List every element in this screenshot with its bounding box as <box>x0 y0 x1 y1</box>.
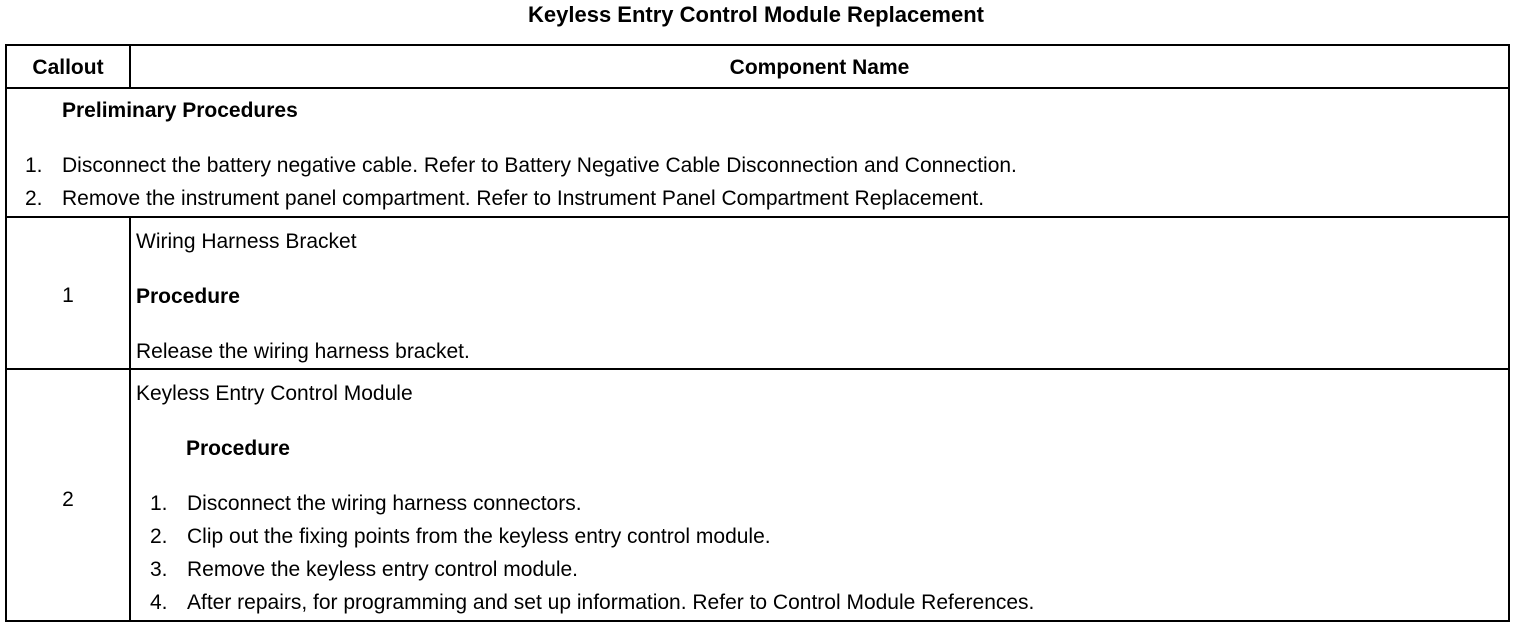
row-2-step-text: Disconnect the wiring harness connectors. <box>187 492 582 515</box>
preliminary-step-text: Remove the instrument panel compartment. Refer to Instrument Panel Compartment Replacement. <box>62 187 985 210</box>
row-2-callout: 2 <box>62 488 74 511</box>
row-2-step-number: 4. <box>150 591 168 614</box>
row-2-step-number: 1. <box>150 492 168 515</box>
row-1-callout: 1 <box>62 284 74 307</box>
row-2-column-divider <box>129 370 131 620</box>
row-2-step-number: 2. <box>150 525 168 548</box>
preliminary-step-text: Disconnect the battery negative cable. Refer to Battery Negative Cable Disconnection and Connection. <box>62 154 1017 177</box>
row-1-component-name: Wiring Harness Bracket <box>136 230 357 253</box>
row-divider <box>7 216 1508 218</box>
row-2-step-text: Clip out the fixing points from the keyless entry control module. <box>187 525 771 548</box>
row-divider <box>7 368 1508 370</box>
document-title: Keyless Entry Control Module Replacement <box>528 2 984 27</box>
procedure-table <box>5 44 1510 622</box>
row-2-step-number: 3. <box>150 558 168 581</box>
callout-column-header: Callout <box>32 56 104 79</box>
row-2-component-name: Keyless Entry Control Module <box>136 382 413 405</box>
header-divider <box>7 87 1508 89</box>
row-1-column-divider <box>129 218 131 368</box>
preliminary-step-number: 1. <box>25 154 43 177</box>
row-2-step-text: After repairs, for programming and set up information. Refer to Control Module References. <box>187 591 1035 614</box>
row-2-procedure-heading: Procedure <box>186 437 290 460</box>
preliminary-step-number: 2. <box>25 187 43 210</box>
row-1-procedure-heading: Procedure <box>136 285 240 308</box>
row-1-procedure-text: Release the wiring harness bracket. <box>136 340 470 363</box>
preliminary-procedures-heading: Preliminary Procedures <box>62 99 298 122</box>
component-name-column-header: Component Name <box>729 56 910 79</box>
row-2-step-text: Remove the keyless entry control module. <box>187 558 579 581</box>
